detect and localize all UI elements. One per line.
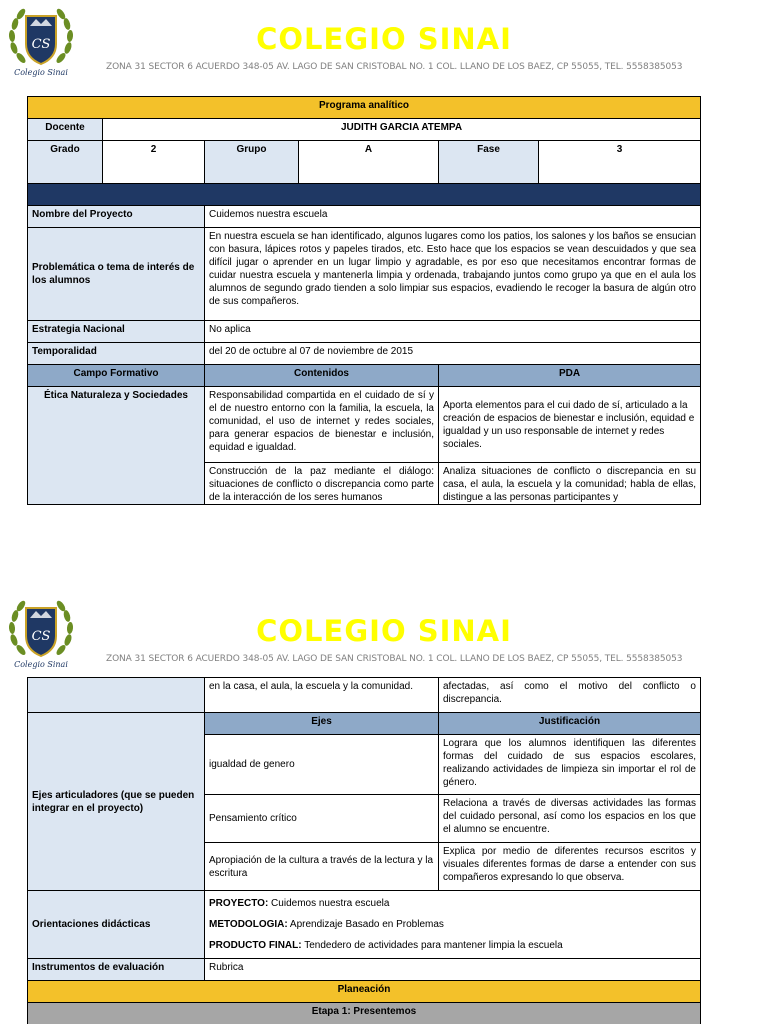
logo-initials: CS <box>31 37 51 52</box>
table-title: Programa analítico <box>28 97 701 119</box>
estrategia-label: Estrategia Nacional <box>28 321 205 343</box>
program-table-continued <box>27 677 701 1024</box>
instrumentos-label: Instrumentos de evaluación <box>28 959 205 981</box>
temporalidad-value: del 20 de octubre al 07 de noviembre de 2015 <box>205 343 701 365</box>
pda-continued: afectadas, así como el motivo del conflicto o discrepancia. <box>439 678 701 713</box>
orientaciones-label: Orientaciones didácticas <box>28 891 205 959</box>
section-divider <box>28 184 701 206</box>
school-address: ZONA 31 SECTOR 6 ACUERDO 348-05 AV. LAGO DE SAN CRISTOBAL NO. 1 COL. LLANO DE LOS BAEZ, CP 55055, TEL. 5558385053 <box>106 654 683 664</box>
eje-name: igualdad de genero <box>205 735 439 795</box>
col-justificacion: Justificación <box>439 713 701 735</box>
contenido-continued: en la casa, el aula, la escuela y la comunidad. <box>205 678 439 713</box>
grupo-value: A <box>299 141 439 184</box>
eje-justification: Lograra que los alumnos identifiquen las diferentes formas del cuidado de sus espacios escolares, realizando actividades de limpieza sin importar el rol de género. <box>439 735 701 795</box>
school-address: ZONA 31 SECTOR 6 ACUERDO 348-05 AV. LAGO DE SAN CRISTOBAL NO. 1 COL. LLANO DE LOS BAEZ, CP 55055, TEL. 5558385053 <box>106 62 683 72</box>
eje-justification: Explica por medio de diferentes recursos escritos y visuales diferentes formas de darse a entender con sus compañeros expresando lo que observa. <box>439 843 701 891</box>
pda-2: Analiza situaciones de conflicto o discrepancia en su casa, el aula, la escuela y la comunidad; habla de ellas, distingue a las personas participantes y <box>439 463 701 505</box>
col-ejes: Ejes <box>205 713 439 735</box>
ejes-label: Ejes articuladores (que se pueden integrar en el proyecto) <box>28 713 205 891</box>
school-title: COLEGIO SINAI <box>256 614 512 648</box>
docente-label: Docente <box>28 119 103 141</box>
eje-name: Apropiación de la cultura a través de la lectura y la escritura <box>205 843 439 891</box>
problematica-label: Problemática o tema de interés de los alumnos <box>28 228 205 321</box>
logo-caption: Colegio Sinai <box>14 660 68 669</box>
eje-justification: Relaciona a través de diversas actividades las formas del cuidado personal, así como los espacios en los que el alumno se encuentre. <box>439 795 701 843</box>
proyecto-label: Nombre del Proyecto <box>28 206 205 228</box>
fase-value: 3 <box>539 141 701 184</box>
temporalidad-label: Temporalidad <box>28 343 205 365</box>
estrategia-value: No aplica <box>205 321 701 343</box>
logo-initials: CS <box>31 629 51 644</box>
grado-value: 2 <box>103 141 205 184</box>
grado-label: Grado <box>28 141 103 184</box>
etapa-header: Etapa 1: Presentemos <box>28 1003 701 1024</box>
fase-label: Fase <box>439 141 539 184</box>
proyecto-value: Cuidemos nuestra escuela <box>205 206 701 228</box>
col-campo-formativo: Campo Formativo <box>28 365 205 387</box>
contenido-1: Responsabilidad compartida en el cuidado de sí y el de nuestro entorno con la familia, la escuela, la comunidad, el uso de internet y redes sociales, para generar espacios de bienestar e inclusión, equidad e igualdad. <box>205 387 439 463</box>
grupo-label: Grupo <box>205 141 299 184</box>
campo-continued <box>28 678 205 713</box>
orientacion-metodologia: METODOLOGIA: Aprendizaje Basado en Problemas <box>209 919 444 930</box>
instrumentos-value: Rubrica <box>205 959 701 981</box>
col-pda: PDA <box>439 365 701 387</box>
orientacion-producto: PRODUCTO FINAL: Tendedero de actividades para mantener limpia la escuela <box>209 940 563 951</box>
page-2 <box>0 592 768 1024</box>
docente-value: JUDITH GARCIA ATEMPA <box>103 119 701 141</box>
pda-1: Aporta elementos para el cui dado de sí, articulado a la creación de espacios de bienestar e inclusión, equidad e igualdad y un uso responsable de internet y redes sociales. <box>439 387 701 463</box>
logo-caption: Colegio Sinai <box>14 68 68 77</box>
orientacion-proyecto: PROYECTO: Cuidemos nuestra escuela <box>209 898 390 909</box>
orientaciones-value <box>205 891 701 959</box>
program-table <box>27 96 701 505</box>
contenido-2: Construcción de la paz mediante el diálogo: situaciones de conflicto o discrepancia como parte de la interacción de los seres humanos <box>205 463 439 505</box>
campo-value: Ética Naturaleza y Sociedades <box>28 387 205 505</box>
school-title: COLEGIO SINAI <box>256 22 512 56</box>
planeacion-header: Planeación <box>28 981 701 1003</box>
problematica-value: En nuestra escuela se han identificado, algunos lugares como los patios, los salones y los baños se ensucian con basura, lápices rotos y papeles tirados, etc. Esto hace que los espacios se vean descuidados y que sea difícil jugar o aprender en un lugar limpio y agradable, es por eso que necesitamos encontrar formas de cuidar nuestra escuela y mantenerla limpia y ordenada, trabajando juntos como grupo ya que en el aula los alumnos de segundo grado tienden a solo limpiar sus espacios, evadiendo le recoger la basura de algún otro de sus compañeros. <box>205 228 701 321</box>
col-contenidos: Contenidos <box>205 365 439 387</box>
eje-name: Pensamiento crítico <box>205 795 439 843</box>
